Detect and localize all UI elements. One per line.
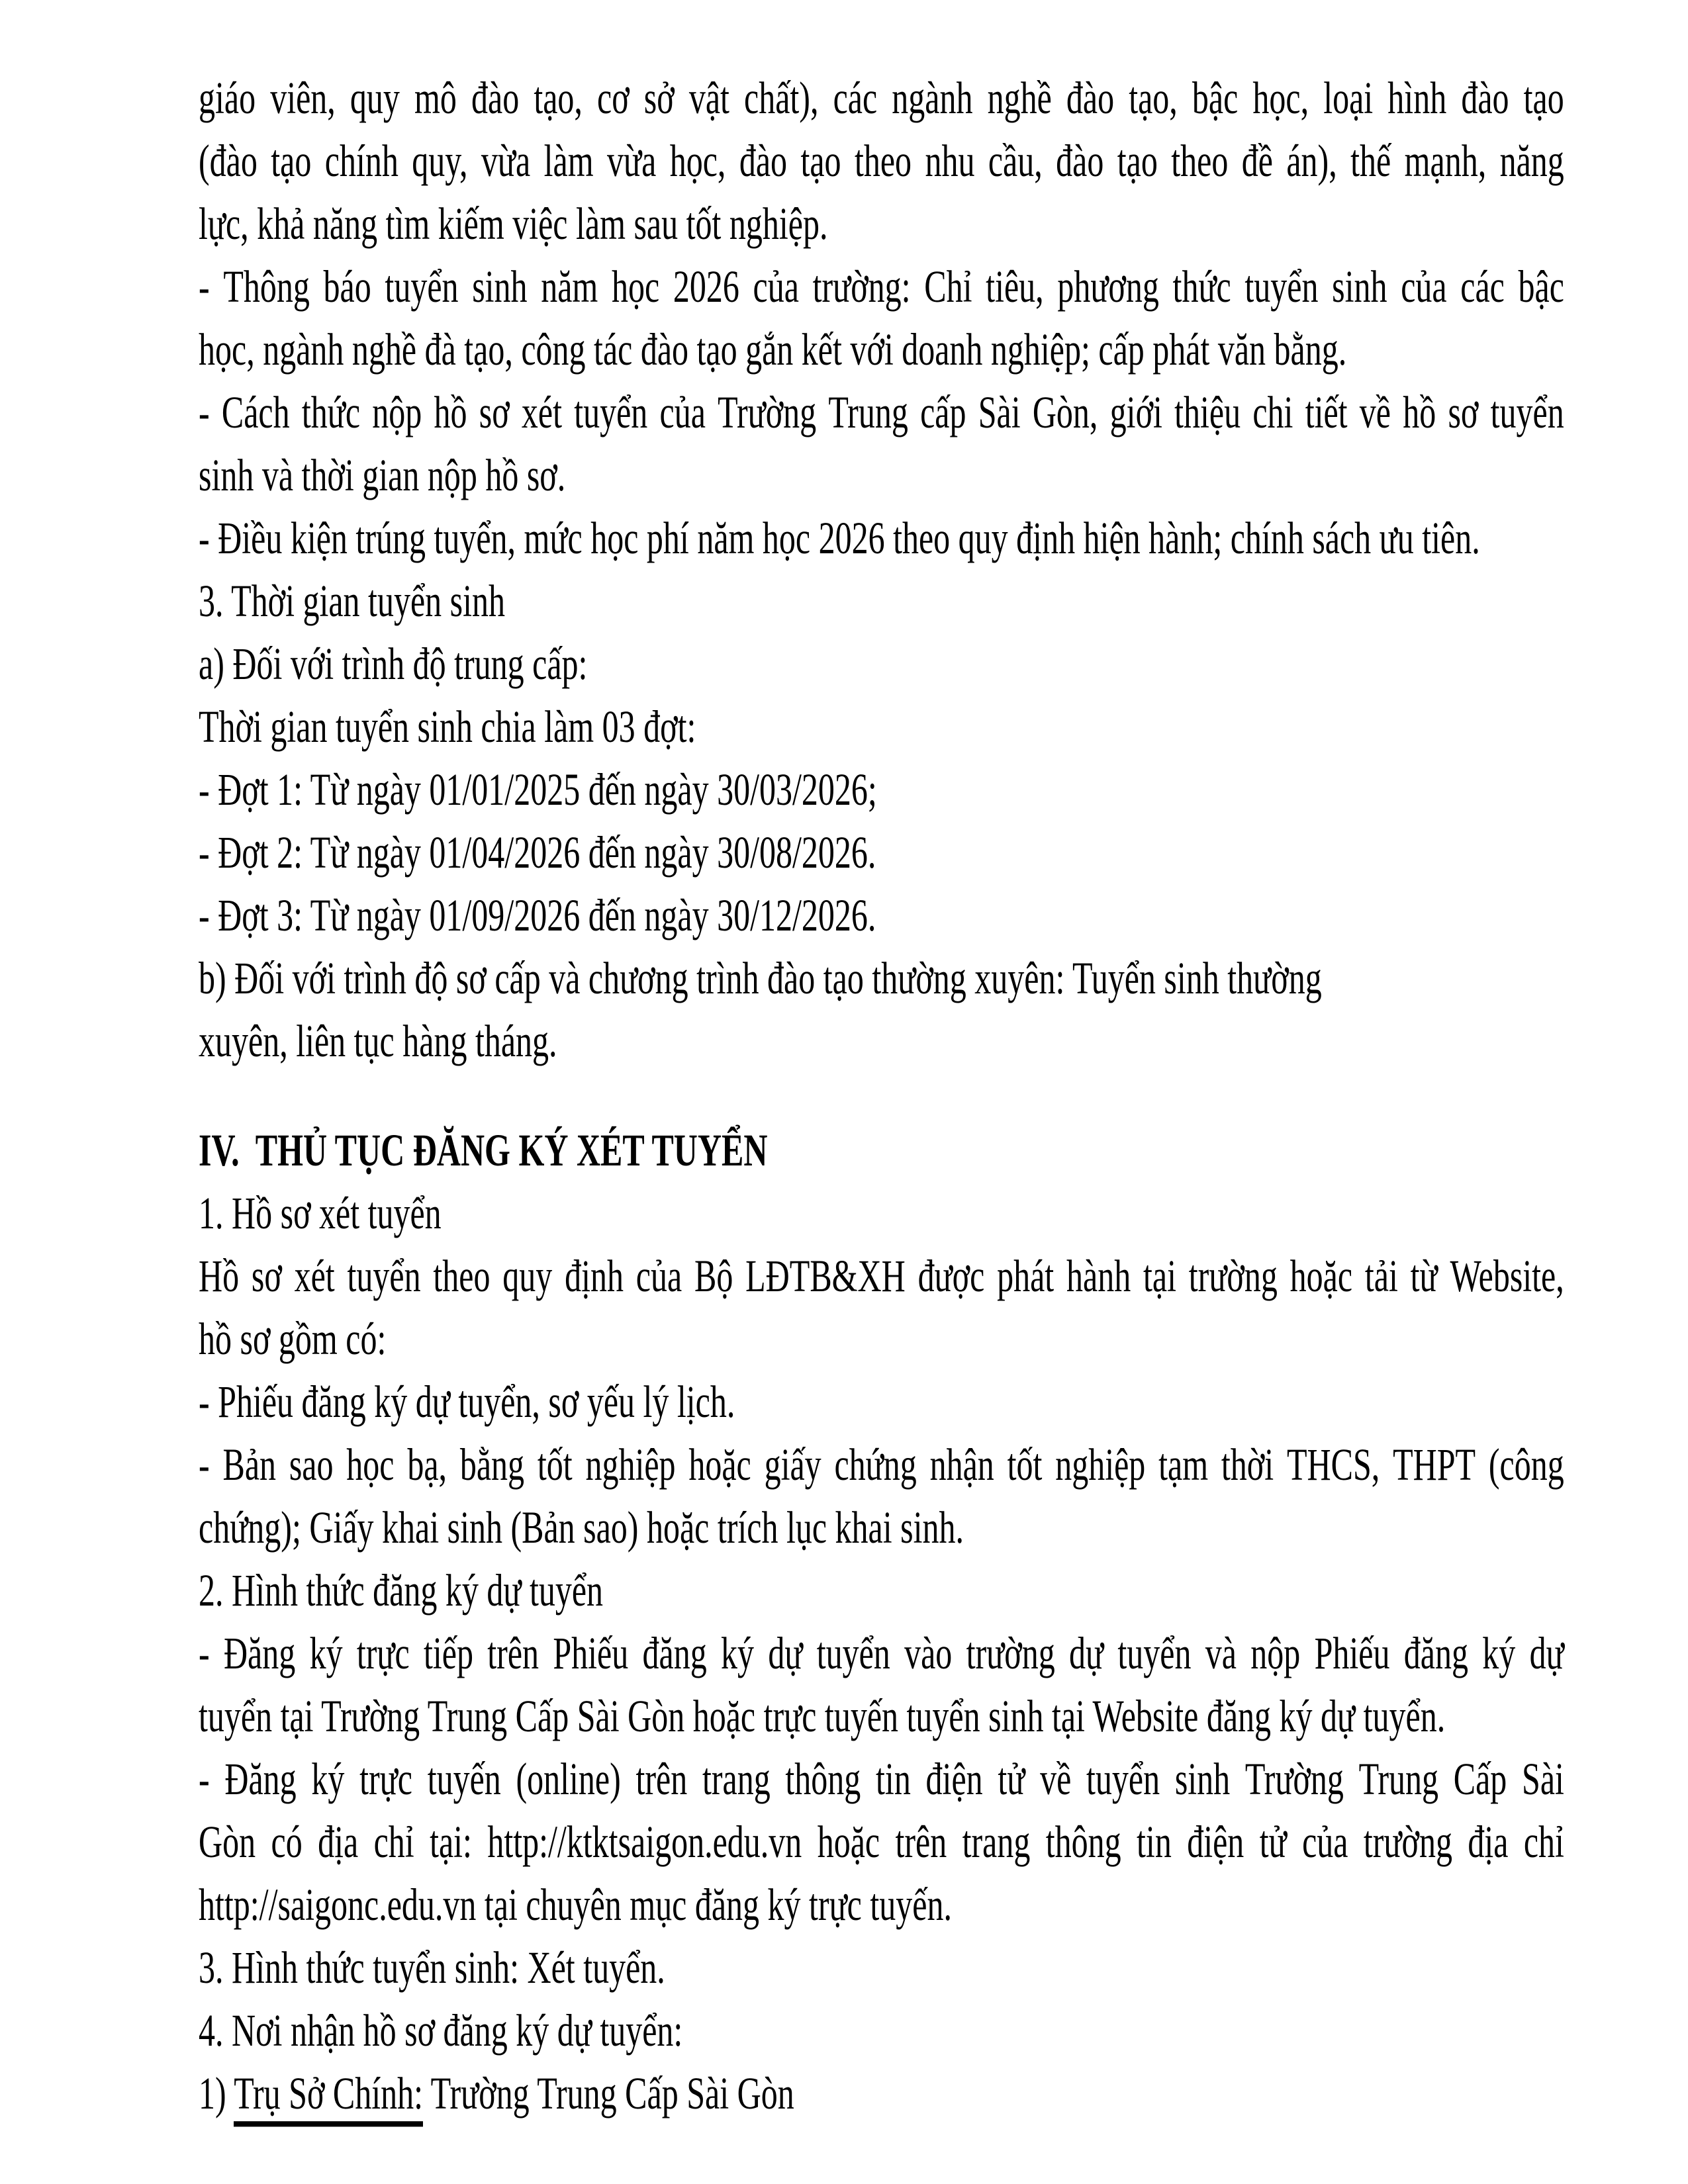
text-line: - Đợt 2: Từ ngày 01/04/2026 đến ngày 30/08/2026. [199, 826, 876, 878]
list-number-heading: 2. Hình thức đăng ký dự tuyển [199, 1564, 604, 1616]
list-number-heading: 4. Nơi nhận hồ sơ đăng ký dự tuyển: [199, 2004, 683, 2056]
text-line: - Đợt 3: Từ ngày 01/09/2026 đến ngày 30/12/2026. [199, 889, 876, 941]
list-number-heading: 3. Hình thức tuyển sinh: Xét tuyển. [199, 1941, 665, 1993]
text-line-url: http://saigonc.edu.vn tại chuyên mục đăng ký trực tuyến. [199, 1878, 952, 1931]
text-line: hồ sơ gồm có: [199, 1312, 387, 1365]
text-line: - Cách thức nộp hồ sơ xét tuyển của Trường Trung cấp Sài Gòn, giới thiệu chi tiết về hồ sơ tuyển [199, 386, 1564, 438]
text-line: lực, khả năng tìm kiếm việc làm sau tốt nghiệp. [199, 197, 828, 250]
text-line-address [199, 2050, 1564, 2137]
text-line: giáo viên, quy mô đào tạo, cơ sở vật chất), các ngành nghề đào tạo, bậc học, loại hình đào tạo [199, 71, 1564, 124]
list-number-heading: 1. Hồ sơ xét tuyển [199, 1187, 442, 1239]
text-line: tuyển tại Trường Trung Cấp Sài Gòn hoặc trực tuyến tuyển sinh tại Website đăng ký dự tuyển. [199, 1690, 1446, 1742]
document-body [199, 71, 1564, 2130]
text-line: - Bản sao học bạ, bằng tốt nghiệp hoặc giấy chứng nhận tốt nghiệp tạm thời THCS, THPT (công [199, 1438, 1564, 1490]
text-line: (đào tạo chính quy, vừa làm vừa học, đào tạo theo nhu cầu, đào tạo theo đề án), thế mạnh, năng [199, 134, 1564, 187]
text-line: - Thông báo tuyển sinh năm học 2026 của trường: Chỉ tiêu, phương thức tuyển sinh của các bậc [199, 260, 1564, 312]
text-line: - Điều kiện trúng tuyển, mức học phí năm học 2026 theo quy định hiện hành; chính sách ưu tiên. [199, 512, 1480, 564]
text-line: - Phiếu đăng ký dự tuyển, sơ yếu lý lịch. [199, 1375, 735, 1428]
section-heading-iv: IV. THỦ TỤC ĐĂNG KÝ XÉT TUYỂN [199, 1124, 768, 1176]
text-line: - Đăng ký trực tiếp trên Phiếu đăng ký dự tuyển vào trường dự tuyển và nộp Phiếu đăng ký dự [199, 1627, 1564, 1679]
list-number-heading: 3. Thời gian tuyển sinh [199, 574, 505, 627]
text-line: Gòn có địa chỉ tại: http://ktktsaigon.edu.vn hoặc trên trang thông tin điện tử của trường địa chỉ [199, 1815, 1564, 1868]
text-line: học, ngành nghề đà tạo, công tác đào tạo gắn kết với doanh nghiệp; cấp phát văn bằng. [199, 323, 1347, 375]
address-value: Trường Trung Cấp Sài Gòn [423, 2067, 794, 2119]
text-line: Thời gian tuyển sinh chia làm 03 đợt: [199, 700, 696, 752]
text-line: sinh và thời gian nộp hồ sơ. [199, 449, 566, 501]
text-line: - Đăng ký trực tuyến (online) trên trang thông tin điện tử về tuyển sinh Trường Trung Cấp Sài [199, 1752, 1564, 1805]
text-line: xuyên, liên tục hàng tháng. [199, 1015, 557, 1067]
text-line: b) Đối với trình độ sơ cấp và chương trình đào tạo thường xuyên: Tuyển sinh thường [199, 952, 1322, 1004]
address-label-underlined: Trụ Sở Chính: [234, 2068, 423, 2127]
text-line: chứng); Giấy khai sinh (Bản sao) hoặc trích lục khai sinh. [199, 1501, 964, 1553]
address-number: 1) [199, 2067, 234, 2119]
text-line: a) Đối với trình độ trung cấp: [199, 637, 588, 690]
text-line: - Đợt 1: Từ ngày 01/01/2025 đến ngày 30/03/2026; [199, 763, 877, 815]
text-line: Hồ sơ xét tuyển theo quy định của Bộ LĐTB&XH được phát hành tại trường hoặc tải từ Website, [199, 1250, 1564, 1302]
